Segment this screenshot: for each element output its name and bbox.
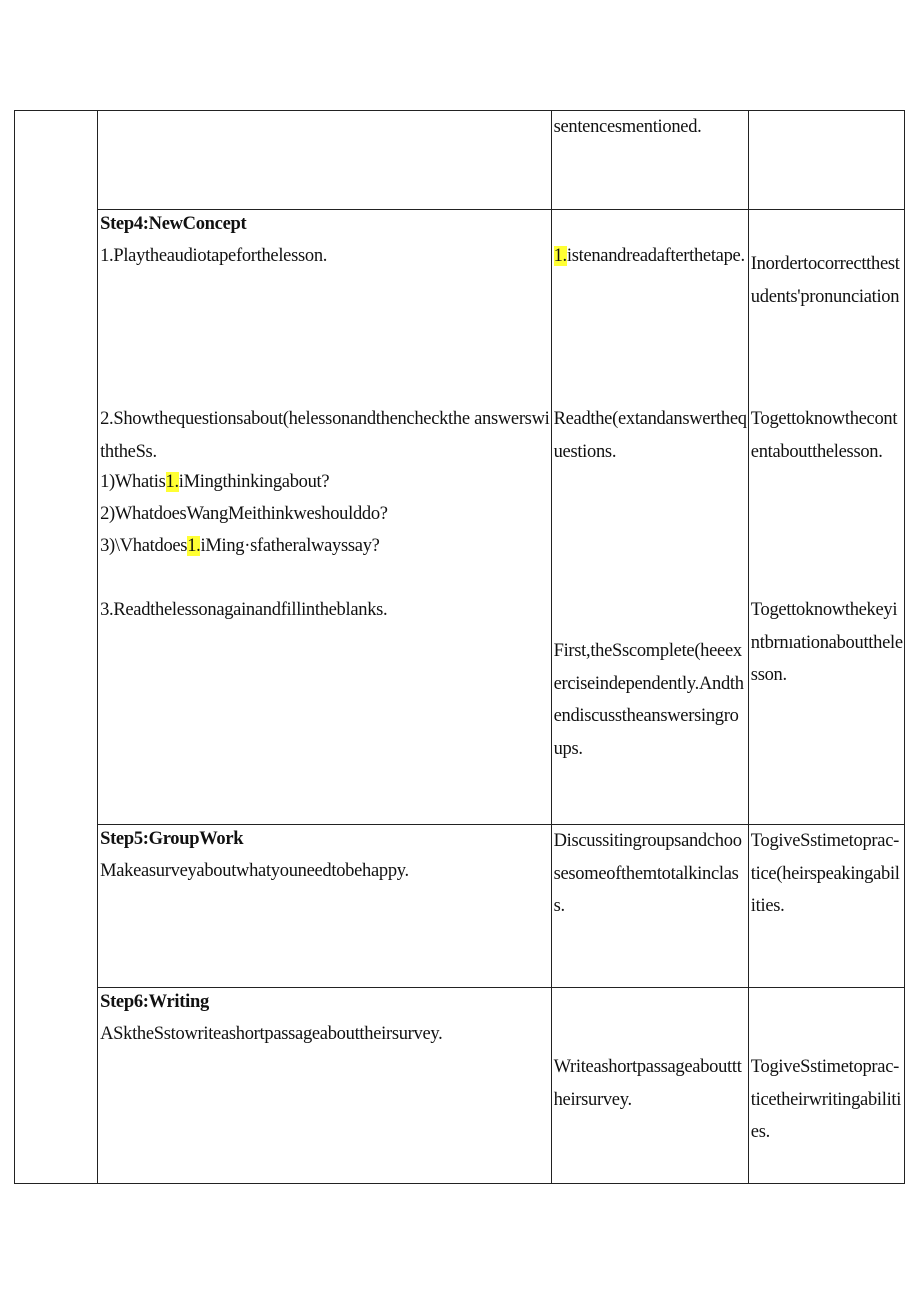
student-cell xyxy=(551,210,748,825)
student-text: Discussitingroupsandchoosesomeofthemtotalkinclass. xyxy=(553,831,742,916)
purpose-text-2: Togettoknowthecontentaboutthelesson. xyxy=(750,409,898,462)
activity-cell xyxy=(98,111,552,210)
purpose-cell xyxy=(748,210,904,825)
step-heading: Step4:NewConcept xyxy=(100,214,247,234)
purpose-text-1: Inordertocorrectthestudents'pronunciation xyxy=(750,254,900,307)
table-row xyxy=(15,111,905,210)
question-2: 2)WhatdoesWangMeithinkweshoulddo? xyxy=(100,504,388,524)
question-3-suffix: iMing·sfatheralwayssay? xyxy=(200,536,380,556)
purpose-text: TogiveSstimetoprac-tice(heirspeakingabilities. xyxy=(750,831,900,916)
activity-item-1: 1.Playtheaudiotapeforthelesson. xyxy=(100,246,328,266)
activity-cell xyxy=(98,988,552,1184)
highlight-mark: 1. xyxy=(553,246,567,266)
student-text: Writeashortpassageaboutttheirsurvey. xyxy=(553,1057,742,1110)
highlight-mark: 1. xyxy=(187,536,201,556)
activity-cell xyxy=(98,825,552,988)
step-heading: Step6:Writing xyxy=(100,992,209,1012)
question-1-prefix: 1)Whatis xyxy=(100,472,166,492)
activity-item-3: 3.Readthelessonagainandfillintheblanks. xyxy=(100,600,388,620)
highlight-mark: 1. xyxy=(165,472,179,492)
activity-item-2: 2.Showthequestionsabout(helessonandthencheckthe answerswiththeSs. xyxy=(100,409,550,462)
purpose-text-3: Togettoknowthekeyintbrnıationaboutthelesson. xyxy=(750,600,903,685)
activity-cell xyxy=(98,210,552,825)
question-3-prefix: 3)\Vhatdoes xyxy=(100,536,188,556)
student-cell xyxy=(551,825,748,988)
step-heading: Step5:GroupWork xyxy=(100,829,244,849)
purpose-text: TogiveSstimetoprac-ticetheirwritingabilities. xyxy=(750,1057,902,1142)
purpose-cell xyxy=(748,988,904,1184)
student-text: sentencesmentioned. xyxy=(553,117,702,137)
activity-item: Makeasurveyaboutwhatyouneedtobehappy. xyxy=(100,861,409,881)
table-row xyxy=(15,825,905,988)
student-text-2: Readthe(extandanswerthequestions. xyxy=(553,409,747,462)
student-cell xyxy=(551,988,748,1184)
question-3 xyxy=(100,530,550,563)
student-text-3: First,theSscomplete(heeexerciseindependently.Andthendiscusstheanswersingroups. xyxy=(553,641,744,759)
purpose-cell xyxy=(748,111,904,210)
activity-item: ASktheSstowriteashortpassageabouttheirsurvey. xyxy=(100,1024,443,1044)
lesson-plan-table xyxy=(14,110,905,1184)
table-row xyxy=(15,210,905,825)
student-text-1 xyxy=(554,240,747,273)
table-row xyxy=(15,988,905,1184)
question-1 xyxy=(100,466,550,499)
question-1-suffix: iMingthinkingabout? xyxy=(178,472,330,492)
left-blank-column xyxy=(15,111,98,1184)
student-text-1-rest: istenandreadafterthetape. xyxy=(566,246,745,266)
student-cell xyxy=(551,111,748,210)
purpose-cell xyxy=(748,825,904,988)
